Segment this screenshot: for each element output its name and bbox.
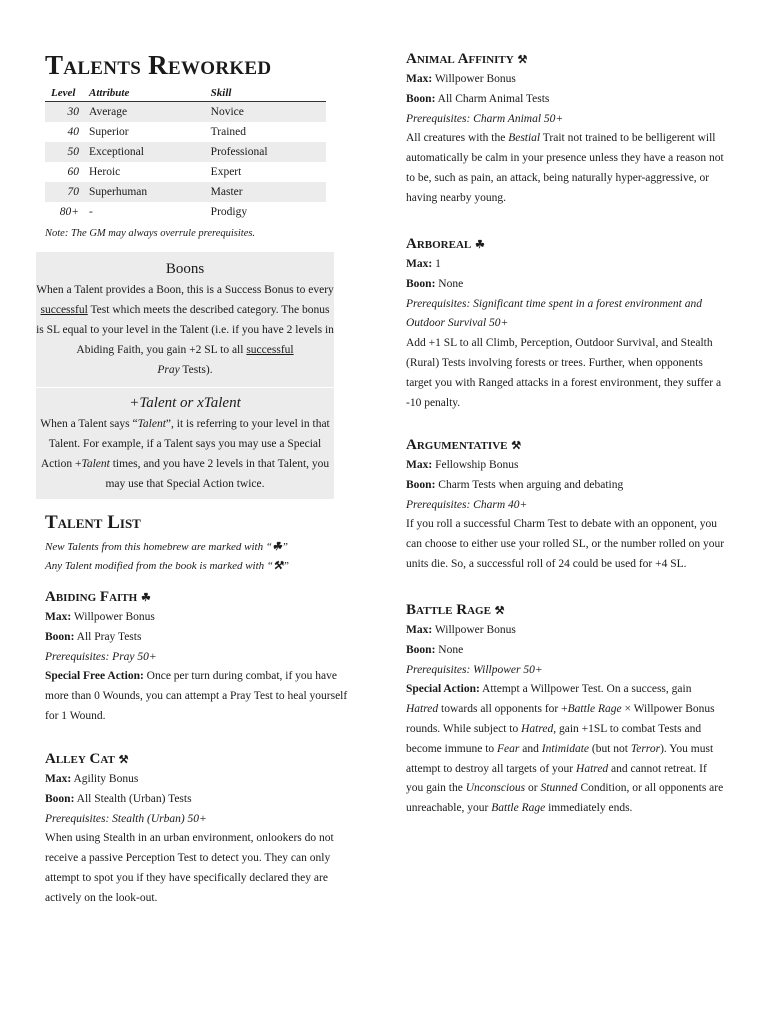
talent-description: If you roll a successful Charm Test to debate with an opponent, you can choose to either use your rolled SL, or the number rolled on your units die. So, a successful roll of 24 could be used for +4 SL. bbox=[406, 518, 725, 570]
hammer-pick-icon: ⚒ bbox=[517, 54, 528, 66]
boons-text: When a Talent provides a Boon, this is a Success Bonus to every successful Test which meets the described category. The bonus is SL equal to your level in the Talent (i.e. if you have 2 levels in Abiding Faith, you gain +2 SL to all successful Pray Tests). bbox=[36, 284, 334, 376]
cell-level: 70 bbox=[45, 182, 85, 202]
cell-skill: Trained bbox=[210, 126, 247, 138]
talent-level-box bbox=[36, 388, 334, 499]
talent-list-heading: Talent List bbox=[45, 512, 141, 533]
cell-skill: Expert bbox=[210, 166, 242, 178]
cell-attribute: Superhuman bbox=[85, 182, 207, 202]
talent-prereq: Prerequisites: Pray 50+ bbox=[45, 650, 157, 663]
talent-name: Argumentative ⚒ bbox=[406, 437, 522, 453]
table-row bbox=[45, 142, 326, 162]
cell-attribute: Heroic bbox=[89, 166, 121, 178]
table-row bbox=[45, 102, 326, 123]
talent-prereq: Prerequisites: Stealth (Urban) 50+ bbox=[45, 812, 207, 825]
talent-description: Special Action: Attempt a Willpower Test. On a success, gain Hatred towards all opponents for +Battle Rage × Willpower Bonus rounds. While subject to Hatred, gain +1SL to combat Tests and become immune to Fear and Intimidate (but not Terror). You must attempt to destroy all targets of your Hatred and cannot retreat. If you gain the Unconscious or Stunned Condition, or all opponents are unreachable, your Battle Rage immediately ends. bbox=[406, 683, 724, 815]
hammer-pick-icon: ⚒ bbox=[118, 754, 129, 766]
talent-level-heading: +Talent or xTalent bbox=[129, 395, 241, 411]
level-table bbox=[45, 86, 326, 222]
talent-alley-cat bbox=[45, 750, 360, 909]
talent-description: All creatures with the Bestial Trait not trained to be belligerent will automatically be calm in your presence unless they have a reason not to be, such as pain, an attack, being naturally hyper-aggressive, or having nearby young. bbox=[406, 132, 724, 204]
cell-level: 50 bbox=[45, 142, 85, 162]
talent-max: Max: 1 bbox=[406, 258, 441, 270]
talent-battle-rage bbox=[406, 601, 726, 819]
page-title: Talents Reworked bbox=[45, 50, 272, 80]
cell-skill: Master bbox=[207, 182, 326, 202]
talent-animal-affinity bbox=[406, 50, 726, 209]
talent-arboreal bbox=[406, 235, 726, 413]
talent-prereq: Prerequisites: Willpower 50+ bbox=[406, 663, 543, 676]
legend-new: New Talents from this homebrew are marked with “☘” bbox=[45, 541, 288, 553]
talent-boon: Boon: None bbox=[406, 277, 464, 290]
talent-name: Battle Rage ⚒ bbox=[406, 602, 505, 618]
cell-attribute: Exceptional bbox=[85, 142, 207, 162]
cell-level: 60 bbox=[67, 166, 79, 178]
cell-level: 30 bbox=[45, 102, 85, 123]
header-attribute: Attribute bbox=[85, 86, 207, 102]
talent-argumentative bbox=[406, 436, 726, 575]
talent-boon: Boon: All Charm Animal Tests bbox=[406, 92, 550, 105]
talent-name: Abiding Faith ☘ bbox=[45, 589, 151, 605]
talent-name: Animal Affinity ⚒ bbox=[406, 51, 528, 67]
cell-attribute: Average bbox=[85, 102, 207, 123]
hammer-pick-icon: ⚒ bbox=[511, 440, 522, 452]
cell-level: 80+ bbox=[59, 206, 79, 218]
table-row bbox=[45, 162, 326, 182]
legend-modified: Any Talent modified from the book is marked with “⚒” bbox=[45, 560, 290, 572]
talent-abiding-faith bbox=[45, 588, 360, 727]
talent-prereq: Prerequisites: Charm Animal 50+ bbox=[406, 112, 564, 125]
cell-level: 40 bbox=[67, 126, 79, 138]
header-skill: Skill bbox=[207, 86, 326, 102]
clover-icon: ☘ bbox=[271, 541, 282, 553]
header-level: Level bbox=[45, 86, 85, 102]
cell-skill: Novice bbox=[207, 102, 326, 123]
boons-box bbox=[36, 252, 334, 387]
talent-boon: Boon: All Pray Tests bbox=[45, 630, 142, 643]
talent-boon: Boon: Charm Tests when arguing and debating bbox=[406, 478, 624, 491]
table-row bbox=[45, 182, 326, 202]
talent-description: When using Stealth in an urban environment, onlookers do not receive a passive Perception Test to detect you. They can only attempt to spot you if they have specifically declared they are actively on the look-out. bbox=[45, 832, 334, 904]
cell-attribute: - bbox=[89, 206, 93, 218]
talent-prereq: Prerequisites: Significant time spent in a forest environment and Outdoor Survival 50+ bbox=[406, 297, 702, 330]
talent-legend bbox=[45, 538, 289, 576]
talent-max: Max: Fellowship Bonus bbox=[406, 459, 519, 471]
talent-name: Arboreal ☘ bbox=[406, 236, 485, 252]
clover-icon: ☘ bbox=[474, 239, 485, 251]
talent-description: Add +1 SL to all Climb, Perception, Outdoor Survival, and Stealth (Rural) Tests involving forests or trees. Further, when opponents target you with Ranged attacks in a forest environment, they suffer a -10 penalty. bbox=[406, 337, 722, 409]
level-table-header bbox=[45, 86, 326, 102]
talent-max: Max: Willpower Bonus bbox=[406, 73, 516, 85]
gm-note: Note: The GM may always overrule prerequisites. bbox=[45, 228, 256, 239]
talent-name: Alley Cat ⚒ bbox=[45, 751, 129, 767]
cell-attribute: Superior bbox=[89, 126, 129, 138]
table-row bbox=[45, 122, 326, 142]
talent-max: Max: Agility Bonus bbox=[45, 773, 139, 785]
talent-level-text: When a Talent says “Talent”, it is referring to your level in that Talent. For example, if a Talent says you may use a Special Action +Talent times, and you have 2 levels in that Talent, you may use that Special Action twice. bbox=[40, 418, 330, 490]
table-row bbox=[45, 202, 326, 222]
talent-boon: Boon: All Stealth (Urban) Tests bbox=[45, 792, 192, 805]
talent-boon: Boon: None bbox=[406, 643, 464, 656]
cell-skill: Prodigy bbox=[210, 206, 248, 218]
talent-description: Special Free Action: Once per turn during combat, if you have more than 0 Wounds, you can attempt a Pray Test to heal yourself for 1 Wound. bbox=[45, 670, 348, 722]
talent-max: Max: Willpower Bonus bbox=[406, 624, 516, 636]
clover-icon: ☘ bbox=[140, 592, 151, 604]
cell-skill: Professional bbox=[207, 142, 326, 162]
hammer-pick-icon: ⚒ bbox=[494, 605, 505, 617]
boons-heading: Boons bbox=[165, 261, 205, 277]
talent-prereq: Prerequisites: Charm 40+ bbox=[406, 498, 528, 511]
hammer-pick-icon: ⚒ bbox=[273, 560, 283, 572]
talent-max: Max: Willpower Bonus bbox=[45, 611, 155, 623]
